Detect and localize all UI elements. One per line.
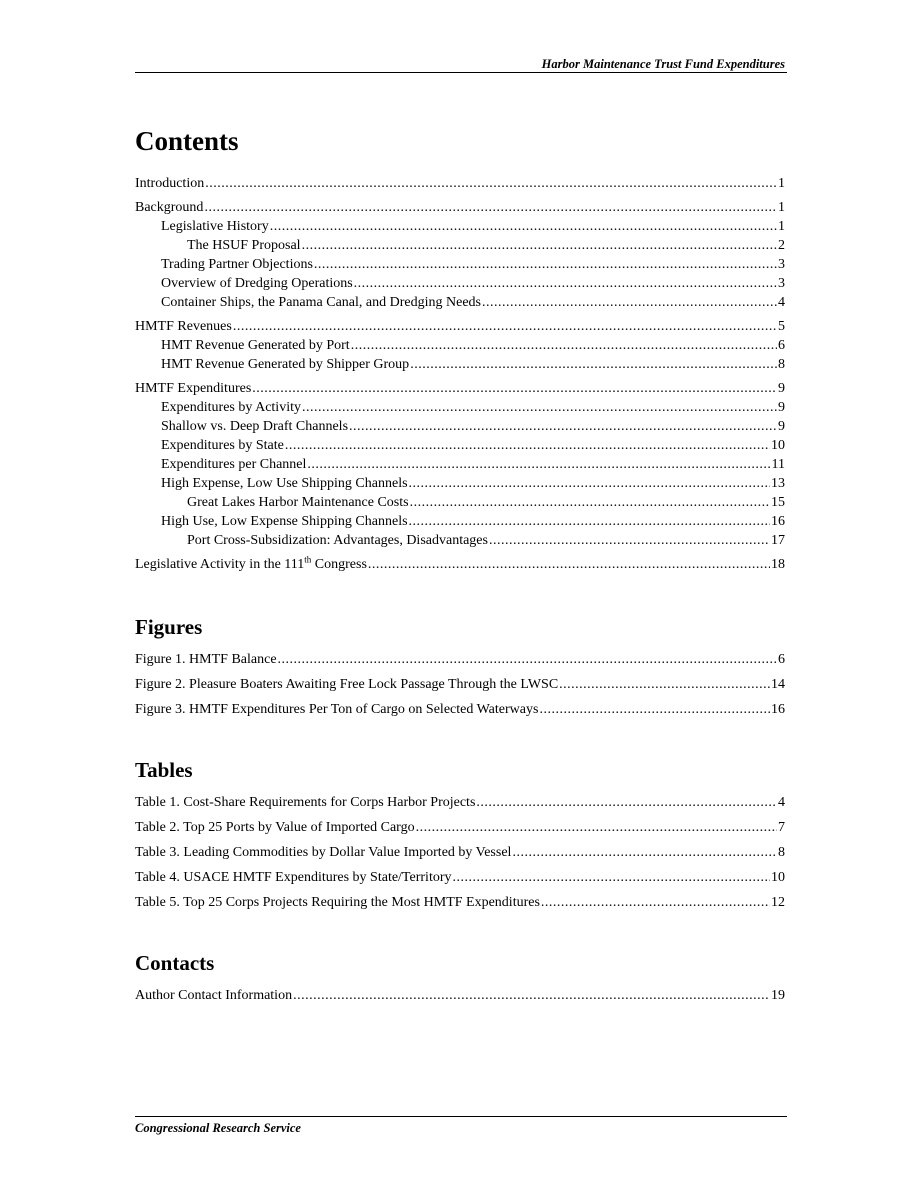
toc-entry[interactable]: High Use, Low Expense Shipping Channels ..... 16 [135, 512, 785, 531]
table-entry[interactable]: Table 2. Top 25 Ports by Value of Imported Cargo ..... 7 [135, 818, 785, 837]
figures-section [135, 614, 785, 719]
table-entry[interactable]: Table 1. Cost-Share Requirements for Corps Harbor Projects ..... 4 [135, 793, 785, 812]
toc-entry[interactable]: The HSUF Proposal ..... 2 [135, 236, 785, 255]
table-entry[interactable]: Table 4. USACE HMTF Expenditures by State/Territory ..... 10 [135, 868, 785, 887]
figures-heading: Figures [135, 615, 203, 639]
toc-entry[interactable]: HMTF Revenues ..... 5 [135, 317, 785, 336]
toc-entry[interactable]: Great Lakes Harbor Maintenance Costs ..... 15 [135, 493, 785, 512]
tables-heading: Tables [135, 758, 193, 782]
toc-entry[interactable]: Legislative Activity in the 111th Congress ..... 18 [135, 555, 785, 574]
toc-entry[interactable]: Expenditures per Channel ..... 11 [135, 455, 785, 474]
toc-entry[interactable]: Introduction ..... 1 [135, 174, 785, 193]
running-footer: Congressional Research Service [135, 1121, 301, 1135]
footer-rule [135, 1116, 787, 1117]
toc-entry[interactable]: HMT Revenue Generated by Shipper Group ..... 8 [135, 355, 785, 374]
toc-entry[interactable]: Port Cross-Subsidization: Advantages, Disadvantages ..... 17 [135, 531, 785, 550]
figure-entry[interactable]: Figure 2. Pleasure Boaters Awaiting Free Lock Passage Through the LWSC ..... 14 [135, 675, 785, 694]
toc-entry[interactable]: Expenditures by Activity ..... 9 [135, 398, 785, 417]
table-of-contents [135, 124, 785, 1011]
toc-entry[interactable]: HMTF Expenditures ..... 9 [135, 379, 785, 398]
toc-entry[interactable]: Shallow vs. Deep Draft Channels ..... 9 [135, 417, 785, 436]
toc-entry[interactable]: Overview of Dredging Operations ..... 3 [135, 274, 785, 293]
toc-entry[interactable]: High Expense, Low Use Shipping Channels ..... 13 [135, 474, 785, 493]
running-header: Harbor Maintenance Trust Fund Expenditures [541, 57, 785, 71]
table-entry[interactable]: Table 5. Top 25 Corps Projects Requiring the Most HMTF Expenditures ..... 12 [135, 893, 785, 912]
header-rule [135, 72, 787, 73]
tables-section [135, 757, 785, 912]
toc-entry[interactable]: Background ..... 1 [135, 198, 785, 217]
contents-heading: Contents [135, 126, 239, 156]
toc-entry[interactable]: Trading Partner Objections ..... 3 [135, 255, 785, 274]
contacts-section [135, 950, 785, 1005]
contacts-heading: Contacts [135, 951, 215, 975]
toc-entry[interactable]: Legislative History ..... 1 [135, 217, 785, 236]
toc-entry[interactable]: HMT Revenue Generated by Port ..... 6 [135, 336, 785, 355]
toc-entry[interactable]: Expenditures by State ..... 10 [135, 436, 785, 455]
table-entry[interactable]: Table 3. Leading Commodities by Dollar Value Imported by Vessel ..... 8 [135, 843, 785, 862]
toc-entry[interactable]: Container Ships, the Panama Canal, and Dredging Needs ..... 4 [135, 293, 785, 312]
figure-entry[interactable]: Figure 3. HMTF Expenditures Per Ton of Cargo on Selected Waterways ..... 16 [135, 700, 785, 719]
figure-entry[interactable]: Figure 1. HMTF Balance ..... 6 [135, 650, 785, 669]
contact-entry[interactable]: Author Contact Information ..... 19 [135, 986, 785, 1005]
